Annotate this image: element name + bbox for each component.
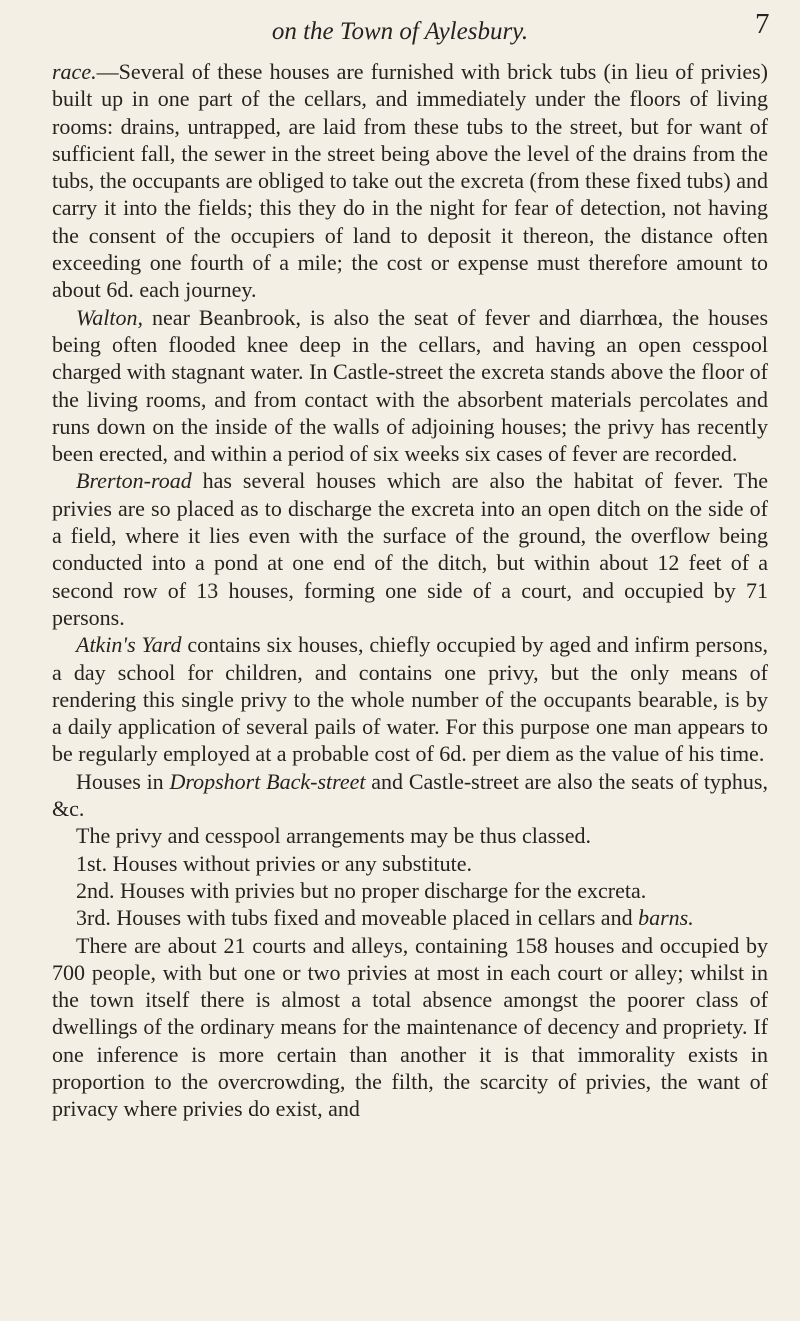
paragraph-courts-and-alleys [52, 932, 768, 1123]
paragraph-dropshort [52, 768, 768, 823]
paragraph-text: 1st. Houses without privies or any substitute. [76, 850, 472, 876]
paragraph-text: contains six houses, chiefly occupied by aged and infirm persons, a day school for children, and contains one privy, but the only means of rendering this single privy to the whole number of the occupants bearable, is by a daily application of several pails of water. For this purpose one man appears to be regularly employed at a probable cost of 6d. per diem as the value of his time. [52, 632, 768, 767]
paragraph-classification-intro [52, 822, 768, 849]
page-number: 7 [755, 8, 770, 40]
paragraph-lead: Dropshort Back-street [169, 768, 366, 794]
paragraph-lead: Atkin's Yard [76, 632, 182, 658]
paragraph-text: has several houses which are also the habitat of fever. The privies are so placed as to discharge the excreta into an open ditch on the side of a field, where it lies even with the surface of the ground, the overflow being conducted into a pond at one end of the ditch, but within about 12 feet of a second row of 13 houses, forming one side of a court, and occupied by 71 persons. [52, 468, 768, 630]
list-item-third-class [52, 904, 768, 931]
list-item-first-class [52, 850, 768, 877]
paragraph-brerton-road [52, 467, 768, 631]
list-item-second-class [52, 877, 768, 904]
body-text [52, 58, 768, 1123]
paragraph-text: and Castle-street are also the seats of typhus, &c. [52, 768, 768, 822]
paragraph-lead: Walton, [76, 304, 144, 330]
paragraph-text: near Beanbrook, is also the seat of fever and diarrhœa, the houses being often flooded knee deep in the cellars, and having an open cesspool charged with stagnant water. In Castle-street the excreta stands above the floor of the living rooms, and from contact with the absorbent materials percolates and runs down on the inside of the walls of adjoining houses; the privy has recently been erected, and within a period of six weeks six cases of fever are recorded. [52, 304, 768, 467]
paragraph-text: 2nd. Houses with privies but no proper discharge for the excreta. [76, 877, 647, 903]
paragraph-walton [52, 304, 768, 468]
paragraph-lead: race. [52, 59, 97, 84]
paragraph-tail: barns. [638, 905, 694, 931]
paragraph-race [52, 58, 768, 304]
paragraph-text: There are about 21 courts and alleys, containing 158 houses and occupied by 700 people, with but one or two privies at most in each court or alley; whilst in the town itself there is almost a total absence amongst the poorer class of dwellings of the ordinary means for the maintenance of decency and propriety. If one inference is more certain than another it is that immorality exists in proportion to the overcrowding, the filth, the scarcity of privies, the want of privacy where privies do exist, and [52, 932, 768, 1122]
paragraph-text: The privy and cesspool arrangements may be thus classed. [76, 823, 592, 849]
page-header [0, 8, 800, 48]
paragraph-text: —Several of these houses are furnished with brick tubs (in lieu of privies) built up in one part of the cellars, and immediately under the floors of living rooms: drains, untrapped, are laid from these tubs to the street, but for want of sufficient fall, the sewer in the street being above the level of the drains from the tubs, the occupants are obliged to take out the excreta (from these fixed tubs) and carry it into the fields; this they do in the night for fear of detection, not having the consent of the occupiers of land to deposit it thereon, the distance often exceeding one fourth of a mile; the cost or expense must therefore amount to about 6d. each journey. [52, 59, 768, 303]
paragraph-text: 3rd. Houses with tubs fixed and moveable placed in cellars and [76, 905, 639, 931]
paragraph-pre: Houses in [76, 768, 170, 794]
paragraph-lead: Brerton-road [76, 468, 192, 494]
running-title: on the Town of Aylesbury. [271, 18, 529, 45]
paragraph-atkins-yard [52, 631, 768, 767]
